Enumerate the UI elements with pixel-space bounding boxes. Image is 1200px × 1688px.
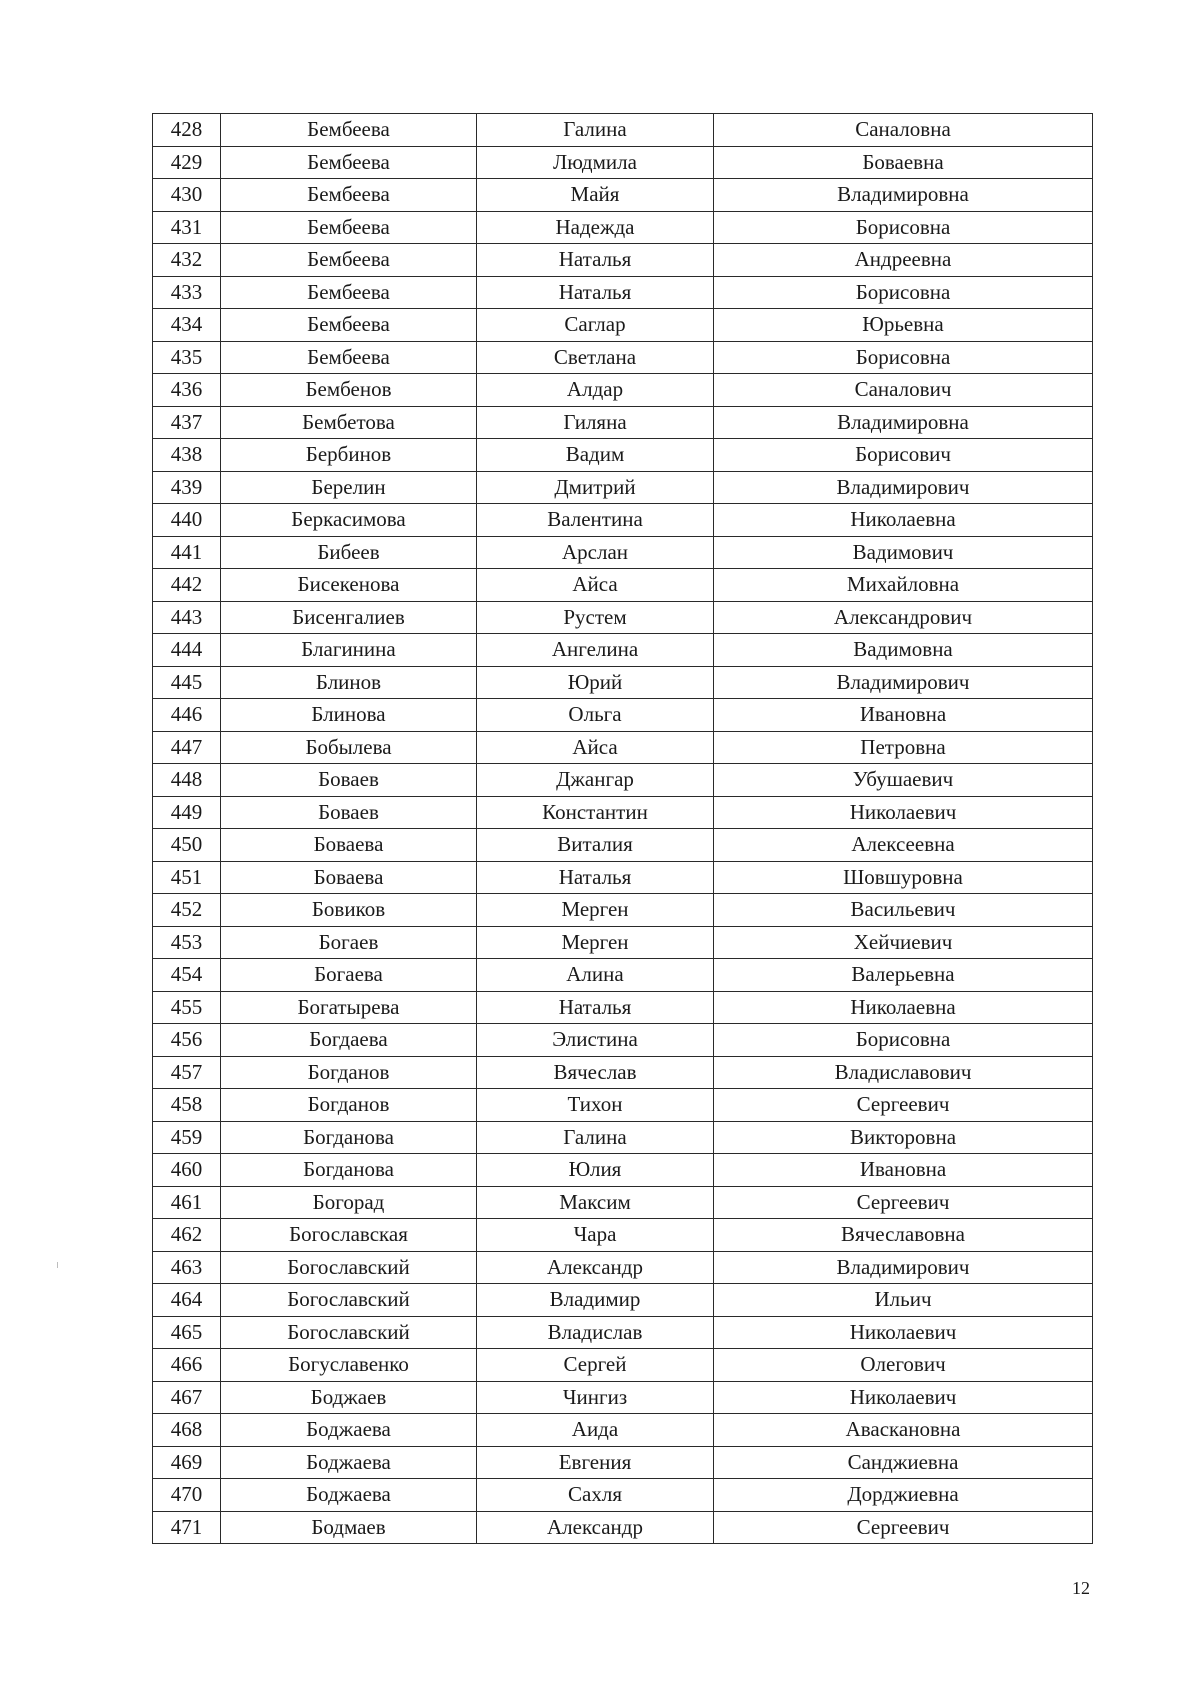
patronymic-cell: Олегович <box>714 1349 1093 1382</box>
last-name-cell: Богдаева <box>221 1024 477 1057</box>
first-name-cell: Сахля <box>477 1479 714 1512</box>
row-number-cell: 430 <box>153 179 221 212</box>
last-name-cell: Бембеева <box>221 309 477 342</box>
last-name-cell: Богданова <box>221 1154 477 1187</box>
patronymic-cell: Ивановна <box>714 699 1093 732</box>
table-row <box>153 1349 1093 1382</box>
row-number-cell: 456 <box>153 1024 221 1057</box>
last-name-cell: Блинова <box>221 699 477 732</box>
last-name-cell: Бобылева <box>221 731 477 764</box>
row-number-cell: 429 <box>153 146 221 179</box>
table-row <box>153 764 1093 797</box>
table-row <box>153 699 1093 732</box>
last-name-cell: Богославский <box>221 1251 477 1284</box>
patronymic-cell: Николаевич <box>714 796 1093 829</box>
patronymic-cell: Сергеевич <box>714 1089 1093 1122</box>
patronymic-cell: Борисовна <box>714 1024 1093 1057</box>
patronymic-cell: Борисовна <box>714 341 1093 374</box>
row-number-cell: 463 <box>153 1251 221 1284</box>
row-number-cell: 434 <box>153 309 221 342</box>
table-row <box>153 1479 1093 1512</box>
patronymic-cell: Ивановна <box>714 1154 1093 1187</box>
last-name-cell: Благинина <box>221 634 477 667</box>
patronymic-cell: Борисович <box>714 439 1093 472</box>
row-number-cell: 446 <box>153 699 221 732</box>
first-name-cell: Вадим <box>477 439 714 472</box>
row-number-cell: 459 <box>153 1121 221 1154</box>
last-name-cell: Богославский <box>221 1284 477 1317</box>
first-name-cell: Алдар <box>477 374 714 407</box>
last-name-cell: Боваева <box>221 861 477 894</box>
first-name-cell: Мерген <box>477 894 714 927</box>
table-row <box>153 374 1093 407</box>
table-row <box>153 634 1093 667</box>
row-number-cell: 461 <box>153 1186 221 1219</box>
first-name-cell: Гиляна <box>477 406 714 439</box>
table-row <box>153 1381 1093 1414</box>
table-row <box>153 1414 1093 1447</box>
last-name-cell: Бембенов <box>221 374 477 407</box>
first-name-cell: Людмила <box>477 146 714 179</box>
table-row <box>153 1219 1093 1252</box>
last-name-cell: Бибеев <box>221 536 477 569</box>
patronymic-cell: Шовшуровна <box>714 861 1093 894</box>
last-name-cell: Богданова <box>221 1121 477 1154</box>
last-name-cell: Блинов <box>221 666 477 699</box>
table-row <box>153 829 1093 862</box>
last-name-cell: Бембеева <box>221 341 477 374</box>
first-name-cell: Константин <box>477 796 714 829</box>
row-number-cell: 466 <box>153 1349 221 1382</box>
row-number-cell: 462 <box>153 1219 221 1252</box>
row-number-cell: 435 <box>153 341 221 374</box>
first-name-cell: Элистина <box>477 1024 714 1057</box>
patronymic-cell: Владимирович <box>714 666 1093 699</box>
table-row <box>153 731 1093 764</box>
row-number-cell: 428 <box>153 114 221 147</box>
patronymic-cell: Аваскановна <box>714 1414 1093 1447</box>
row-number-cell: 444 <box>153 634 221 667</box>
table-row <box>153 894 1093 927</box>
first-name-cell: Чингиз <box>477 1381 714 1414</box>
table-row <box>153 991 1093 1024</box>
patronymic-cell: Владимировна <box>714 179 1093 212</box>
row-number-cell: 465 <box>153 1316 221 1349</box>
first-name-cell: Майя <box>477 179 714 212</box>
patronymic-cell: Владимирович <box>714 471 1093 504</box>
first-name-cell: Наталья <box>477 861 714 894</box>
patronymic-cell: Николаевна <box>714 504 1093 537</box>
row-number-cell: 433 <box>153 276 221 309</box>
row-number-cell: 469 <box>153 1446 221 1479</box>
patronymic-cell: Валерьевна <box>714 959 1093 992</box>
row-number-cell: 440 <box>153 504 221 537</box>
first-name-cell: Владимир <box>477 1284 714 1317</box>
row-number-cell: 432 <box>153 244 221 277</box>
first-name-cell: Надежда <box>477 211 714 244</box>
last-name-cell: Бисекенова <box>221 569 477 602</box>
row-number-cell: 452 <box>153 894 221 927</box>
first-name-cell: Джангар <box>477 764 714 797</box>
table-row <box>153 601 1093 634</box>
table-row <box>153 244 1093 277</box>
table-row <box>153 1446 1093 1479</box>
last-name-cell: Бисенгалиев <box>221 601 477 634</box>
table-row <box>153 926 1093 959</box>
row-number-cell: 442 <box>153 569 221 602</box>
patronymic-cell: Александрович <box>714 601 1093 634</box>
first-name-cell: Юрий <box>477 666 714 699</box>
patronymic-cell: Алексеевна <box>714 829 1093 862</box>
first-name-cell: Юлия <box>477 1154 714 1187</box>
patronymic-cell: Юрьевна <box>714 309 1093 342</box>
row-number-cell: 470 <box>153 1479 221 1512</box>
last-name-cell: Богданов <box>221 1056 477 1089</box>
last-name-cell: Бембеева <box>221 276 477 309</box>
first-name-cell: Мерген <box>477 926 714 959</box>
page-number: 12 <box>1072 1578 1090 1598</box>
patronymic-cell: Вадимовна <box>714 634 1093 667</box>
first-name-cell: Александр <box>477 1511 714 1544</box>
first-name-cell: Алина <box>477 959 714 992</box>
table-row <box>153 1024 1093 1057</box>
row-number-cell: 449 <box>153 796 221 829</box>
patronymic-cell: Саналович <box>714 374 1093 407</box>
row-number-cell: 436 <box>153 374 221 407</box>
row-number-cell: 460 <box>153 1154 221 1187</box>
last-name-cell: Боваев <box>221 764 477 797</box>
first-name-cell: Светлана <box>477 341 714 374</box>
row-number-cell: 454 <box>153 959 221 992</box>
row-number-cell: 437 <box>153 406 221 439</box>
first-name-cell: Арслан <box>477 536 714 569</box>
last-name-cell: Берелин <box>221 471 477 504</box>
first-name-cell: Максим <box>477 1186 714 1219</box>
row-number-cell: 464 <box>153 1284 221 1317</box>
first-name-cell: Ангелина <box>477 634 714 667</box>
row-number-cell: 450 <box>153 829 221 862</box>
patronymic-cell: Николаевич <box>714 1381 1093 1414</box>
row-number-cell: 447 <box>153 731 221 764</box>
table-row <box>153 1511 1093 1544</box>
margin-mark <box>57 1262 58 1268</box>
patronymic-cell: Борисовна <box>714 211 1093 244</box>
table-row <box>153 1089 1093 1122</box>
last-name-cell: Боджаева <box>221 1446 477 1479</box>
table-row <box>153 1186 1093 1219</box>
patronymic-cell: Владимирович <box>714 1251 1093 1284</box>
table-row <box>153 276 1093 309</box>
row-number-cell: 448 <box>153 764 221 797</box>
first-name-cell: Наталья <box>477 244 714 277</box>
patronymic-cell: Саналовна <box>714 114 1093 147</box>
first-name-cell: Аида <box>477 1414 714 1447</box>
first-name-cell: Ольга <box>477 699 714 732</box>
last-name-cell: Богаева <box>221 959 477 992</box>
table-row <box>153 211 1093 244</box>
last-name-cell: Богославский <box>221 1316 477 1349</box>
patronymic-cell: Николаевич <box>714 1316 1093 1349</box>
first-name-cell: Александр <box>477 1251 714 1284</box>
row-number-cell: 458 <box>153 1089 221 1122</box>
first-name-cell: Наталья <box>477 276 714 309</box>
table-row <box>153 536 1093 569</box>
patronymic-cell: Николаевна <box>714 991 1093 1024</box>
row-number-cell: 467 <box>153 1381 221 1414</box>
table-row <box>153 471 1093 504</box>
table-row <box>153 1056 1093 1089</box>
first-name-cell: Владислав <box>477 1316 714 1349</box>
patronymic-cell: Борисовна <box>714 276 1093 309</box>
name-list-body <box>153 114 1093 1544</box>
table-row <box>153 179 1093 212</box>
first-name-cell: Саглар <box>477 309 714 342</box>
table-row <box>153 406 1093 439</box>
table-row <box>153 796 1093 829</box>
patronymic-cell: Убушаевич <box>714 764 1093 797</box>
last-name-cell: Бербинов <box>221 439 477 472</box>
last-name-cell: Беркасимова <box>221 504 477 537</box>
table-row <box>153 959 1093 992</box>
patronymic-cell: Андреевна <box>714 244 1093 277</box>
last-name-cell: Богорад <box>221 1186 477 1219</box>
first-name-cell: Виталия <box>477 829 714 862</box>
table-row <box>153 309 1093 342</box>
table-row <box>153 1251 1093 1284</box>
patronymic-cell: Владиславович <box>714 1056 1093 1089</box>
patronymic-cell: Сергеевич <box>714 1186 1093 1219</box>
row-number-cell: 441 <box>153 536 221 569</box>
first-name-cell: Галина <box>477 1121 714 1154</box>
last-name-cell: Бембеева <box>221 146 477 179</box>
first-name-cell: Айса <box>477 569 714 602</box>
row-number-cell: 453 <box>153 926 221 959</box>
last-name-cell: Богданов <box>221 1089 477 1122</box>
table-row <box>153 1154 1093 1187</box>
table-row <box>153 1284 1093 1317</box>
last-name-cell: Богатырева <box>221 991 477 1024</box>
row-number-cell: 445 <box>153 666 221 699</box>
table-row <box>153 569 1093 602</box>
table-row <box>153 1121 1093 1154</box>
last-name-cell: Бембеева <box>221 244 477 277</box>
first-name-cell: Чара <box>477 1219 714 1252</box>
patronymic-cell: Хейчиевич <box>714 926 1093 959</box>
table-row <box>153 341 1093 374</box>
patronymic-cell: Викторовна <box>714 1121 1093 1154</box>
last-name-cell: Богаев <box>221 926 477 959</box>
last-name-cell: Бодмаев <box>221 1511 477 1544</box>
patronymic-cell: Петровна <box>714 731 1093 764</box>
last-name-cell: Боваева <box>221 829 477 862</box>
table-row <box>153 861 1093 894</box>
first-name-cell: Галина <box>477 114 714 147</box>
row-number-cell: 455 <box>153 991 221 1024</box>
last-name-cell: Богославская <box>221 1219 477 1252</box>
row-number-cell: 443 <box>153 601 221 634</box>
table-row <box>153 146 1093 179</box>
row-number-cell: 457 <box>153 1056 221 1089</box>
first-name-cell: Тихон <box>477 1089 714 1122</box>
patronymic-cell: Санджиевна <box>714 1446 1093 1479</box>
first-name-cell: Вячеслав <box>477 1056 714 1089</box>
last-name-cell: Боджаев <box>221 1381 477 1414</box>
table-row <box>153 114 1093 147</box>
first-name-cell: Рустем <box>477 601 714 634</box>
table-row <box>153 504 1093 537</box>
table-row <box>153 666 1093 699</box>
last-name-cell: Бембеева <box>221 211 477 244</box>
last-name-cell: Богуславенко <box>221 1349 477 1382</box>
last-name-cell: Бембеева <box>221 114 477 147</box>
last-name-cell: Боджаева <box>221 1479 477 1512</box>
patronymic-cell: Ильич <box>714 1284 1093 1317</box>
table-row <box>153 439 1093 472</box>
patronymic-cell: Васильевич <box>714 894 1093 927</box>
last-name-cell: Бовиков <box>221 894 477 927</box>
last-name-cell: Бембеева <box>221 179 477 212</box>
row-number-cell: 439 <box>153 471 221 504</box>
first-name-cell: Наталья <box>477 991 714 1024</box>
name-list-table <box>152 113 1093 1544</box>
patronymic-cell: Вадимович <box>714 536 1093 569</box>
patronymic-cell: Михайловна <box>714 569 1093 602</box>
row-number-cell: 438 <box>153 439 221 472</box>
patronymic-cell: Владимировна <box>714 406 1093 439</box>
last-name-cell: Боджаева <box>221 1414 477 1447</box>
first-name-cell: Айса <box>477 731 714 764</box>
first-name-cell: Валентина <box>477 504 714 537</box>
last-name-cell: Бембетова <box>221 406 477 439</box>
patronymic-cell: Боваевна <box>714 146 1093 179</box>
first-name-cell: Дмитрий <box>477 471 714 504</box>
row-number-cell: 468 <box>153 1414 221 1447</box>
patronymic-cell: Дорджиевна <box>714 1479 1093 1512</box>
last-name-cell: Боваев <box>221 796 477 829</box>
row-number-cell: 451 <box>153 861 221 894</box>
patronymic-cell: Сергеевич <box>714 1511 1093 1544</box>
patronymic-cell: Вячеславовна <box>714 1219 1093 1252</box>
row-number-cell: 471 <box>153 1511 221 1544</box>
table-row <box>153 1316 1093 1349</box>
first-name-cell: Евгения <box>477 1446 714 1479</box>
row-number-cell: 431 <box>153 211 221 244</box>
first-name-cell: Сергей <box>477 1349 714 1382</box>
